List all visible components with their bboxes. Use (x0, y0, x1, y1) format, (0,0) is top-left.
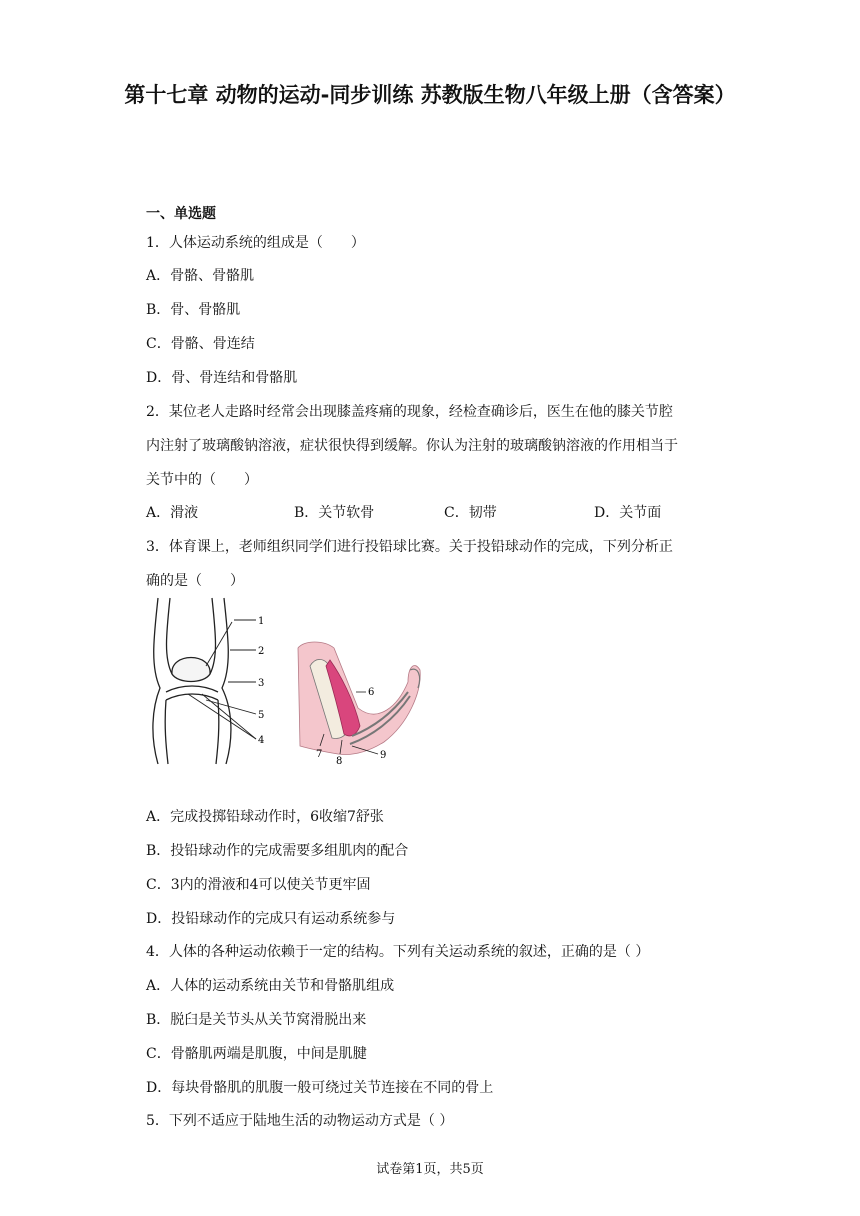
q4-option-c: C．骨骼肌两端是肌腹，中间是肌腱 (146, 1046, 367, 1062)
arm-muscle-diagram (298, 642, 420, 755)
knee-label-5: 5 (258, 710, 265, 721)
q2-stem-line-3: 关节中的（ ） (146, 472, 258, 488)
q3-option-a: A．完成投掷铅球动作时，6收缩7舒张 (146, 809, 384, 825)
q1-stem: 1．人体运动系统的组成是（ ） (146, 235, 365, 251)
q1-option-d: D．骨、骨连结和骨骼肌 (146, 370, 298, 386)
q3-option-c: C．3内的滑液和4可以使关节更牢固 (146, 877, 371, 893)
knee-label-4: 4 (258, 735, 265, 746)
q1-option-b: B．骨、骨骼肌 (146, 302, 241, 318)
arm-label-7: 7 (316, 749, 323, 760)
q1-option-a: A．骨骼、骨骼肌 (146, 268, 255, 284)
arm-label-8: 8 (336, 756, 343, 766)
q2-stem-line-2: 内注射了玻璃酸钠溶液，症状很快得到缓解。你认为注射的玻璃酸钠溶液的作用相当于 (146, 438, 678, 454)
q3-stem-line-2: 确的是（ ） (146, 573, 244, 589)
page-title: 第十七章 动物的运动-同步训练 苏教版生物八年级上册（含答案） (124, 83, 736, 107)
page-footer: 试卷第1页，共5页 (376, 1162, 484, 1177)
q1-option-c: C．骨骼、骨连结 (146, 336, 255, 352)
q4-option-b: B．脱臼是关节头从关节窝滑脱出来 (146, 1012, 367, 1028)
q2-stem-line-1: 2．某位老人走路时经常会出现膝盖疼痛的现象，经检查确诊后，医生在他的膝关节腔 (146, 404, 673, 420)
q3-stem-line-1: 3．体育课上，老师组织同学们进行投铅球比赛。关于投铅球动作的完成，下列分析正 (146, 539, 673, 555)
arm-label-6: 6 (368, 687, 375, 698)
knee-label-1: 1 (258, 616, 265, 627)
q3-option-b: B．投铅球动作的完成需要多组肌肉的配合 (146, 843, 409, 859)
q2-option-d: D．关节面 (594, 505, 662, 521)
q4-option-d: D．每块骨骼肌的肌腹一般可绕过关节连接在不同的骨上 (146, 1080, 494, 1096)
q4-stem: 4．人体的各种运动依赖于一定的结构。下列有关运动系统的叙述，正确的是（ ） (146, 944, 650, 960)
q2-option-b: B．关节软骨 (294, 505, 375, 521)
q2-option-a: A．滑液 (146, 505, 199, 521)
q5-stem: 5．下列不适应于陆地生活的动物运动方式是（ ） (146, 1113, 454, 1129)
section-heading: 一、单选题 (146, 206, 216, 222)
knee-joint-diagram (153, 598, 256, 764)
q2-option-c: C．韧带 (444, 505, 497, 521)
q4-option-a: A．人体的运动系统由关节和骨骼肌组成 (146, 978, 395, 994)
knee-label-3: 3 (258, 678, 265, 689)
q3-option-d: D．投铅球动作的完成只有运动系统参与 (146, 911, 396, 927)
arm-label-9: 9 (380, 750, 387, 761)
q3-figure (146, 596, 426, 766)
knee-label-2: 2 (258, 646, 265, 657)
